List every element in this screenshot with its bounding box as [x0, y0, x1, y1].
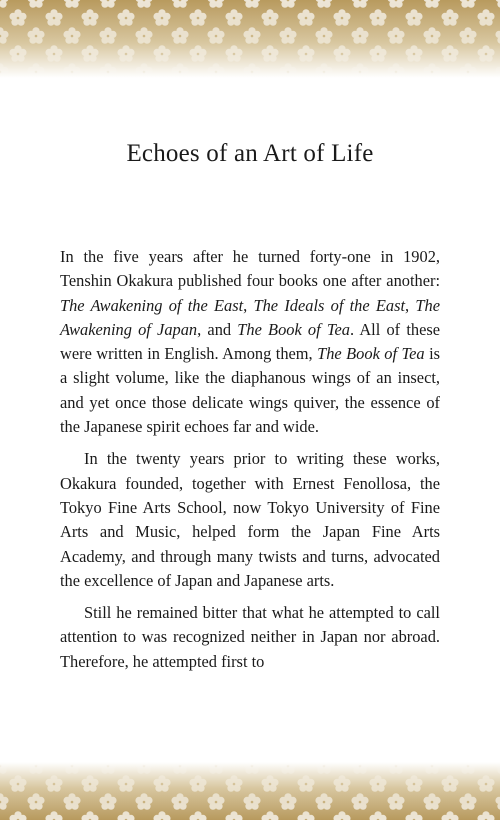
- page-title: Echoes of an Art of Life: [126, 140, 374, 167]
- paragraph: [60, 447, 440, 593]
- paragraph: [60, 601, 440, 674]
- sakura-pattern-icon: [0, 0, 500, 78]
- book-title: The Ideals of the East: [253, 295, 406, 315]
- book-title: The Awakening of Japan: [60, 295, 440, 339]
- text-run: ,: [243, 295, 254, 315]
- body-text: [60, 245, 440, 682]
- text-run: Still he remained bitter that what he attempted to call attention to was recognized neither in Japan nor abroad. Therefore, he attempted first to: [60, 603, 440, 671]
- sakura-pattern-icon: [0, 762, 500, 820]
- text-run: . All of these were written in English. Among them,: [60, 319, 440, 364]
- footer-decorative-band: [0, 762, 500, 820]
- text-run: is a slight volume, like the diaphanous wings of an insect, and yet once those delicate wings quiver, the essence of the Japanese spirit echoes far and wide.: [60, 344, 441, 437]
- book-title: The Awakening of the East: [60, 295, 244, 315]
- book-title: The Book of Tea: [237, 319, 350, 339]
- text-run: In the five years after he turned forty-one in 1902, Tenshin Okakura published four books one after another:: [60, 247, 440, 291]
- text-run: In the twenty years prior to writing these works, Okakura founded, together with Ernest Fenollosa, the Tokyo Fine Arts School, now Tokyo University of Fine Arts and Music, helped form the Japan Fine Arts Academy, and through many twists and turns, advocated the excellence of Japan and Japanese arts.: [60, 449, 440, 590]
- text-run: ,: [405, 295, 416, 315]
- text-run: , and: [197, 319, 238, 339]
- paragraph: [60, 245, 440, 439]
- book-title: The Book of Tea: [317, 344, 425, 364]
- header-decorative-band: [0, 0, 500, 78]
